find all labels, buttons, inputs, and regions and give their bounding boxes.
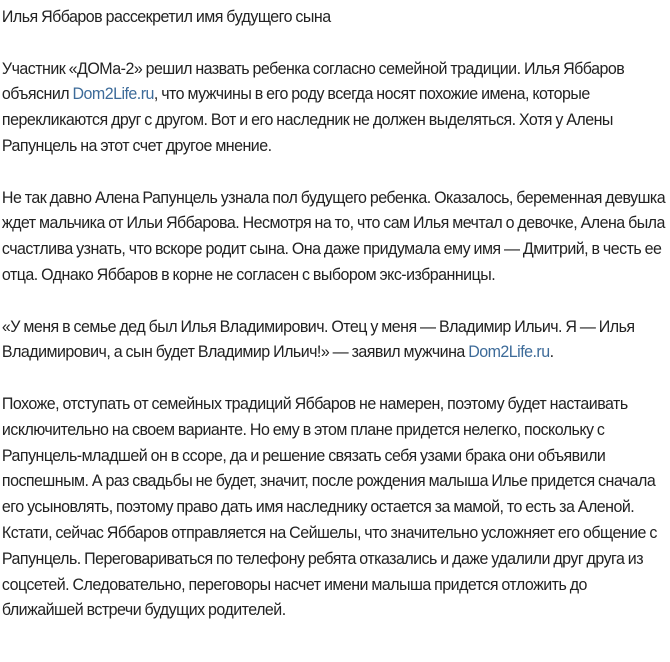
paragraph-text: .: [549, 342, 554, 362]
spacer: [2, 30, 668, 56]
spacer: [2, 159, 668, 185]
article-title: Илья Яббаров рассекретил имя будущего сына: [1, 7, 331, 26]
dom2life-link[interactable]: Dom2Life.ru: [468, 342, 550, 362]
dom2life-link[interactable]: Dom2Life.ru: [72, 84, 154, 104]
paragraph-4: Похоже, отступать от семейных традиций Яббаров не намерен, поэтому будет настаивать исключительно на своем варианте. Но ему в этом плане придется нелегко, поскольку с Рапунцель-младшей он в ссоре, да и решение связать себя узами брака они объявили поспешным. А раз свадьбы не будет, значит, после рождения малыша Илье придется сначала его усыновлять, поэтому право дать имя наследнику остается за мамой, то есть за Аленой.: [1, 393, 656, 517]
paragraph-text: , что мужчины в его роду всегда носят похожие имена, которые перекликаются друг с другом. Вот и его наследник не должен выделяться. Хотя у Алены Рапунцель на этот счет другое мнение.: [1, 84, 613, 155]
spacer: [2, 288, 668, 314]
quote-text: «У меня в семье дед был Илья Владимирович. Отец у меня — Владимир Ильич. Я — Илья Владимирович, а сын будет Владимир Ильич!» — заявил мужчина: [1, 316, 635, 362]
spacer: [2, 365, 668, 391]
paragraph-1: [2, 56, 668, 159]
paragraph-2: Не так давно Алена Рапунцель узнала пол будущего ребенка. Оказалось, беременная девушка ждет мальчика от Ильи Яббарова. Несмотря на то, что сам Илья мечтал о девочке, Алена была счастлива узнать, что вскоре родит сына. Она даже придумала ему имя — Дмитрий, в честь ее отца. Однако Яббаров в корне не согласен с выбором экс-избранницы.: [1, 187, 666, 284]
paragraph-3-quote: [2, 314, 668, 366]
paragraph-5: Кстати, сейчас Яббаров отправляется на Сейшелы, что значительно усложняет его общение с Рапунцель. Переговариваться по телефону ребята отказались и даже удалили друг друга из соцсетей. Следовательно, переговоры насчет имени малыша придется отложить до ближайшей встречи будущих родителей.: [1, 522, 657, 620]
paragraph-text: Участник «ДОМа-2» решил назвать ребенка согласно семейной традиции. Илья Яббаров объяснил: [1, 58, 625, 104]
